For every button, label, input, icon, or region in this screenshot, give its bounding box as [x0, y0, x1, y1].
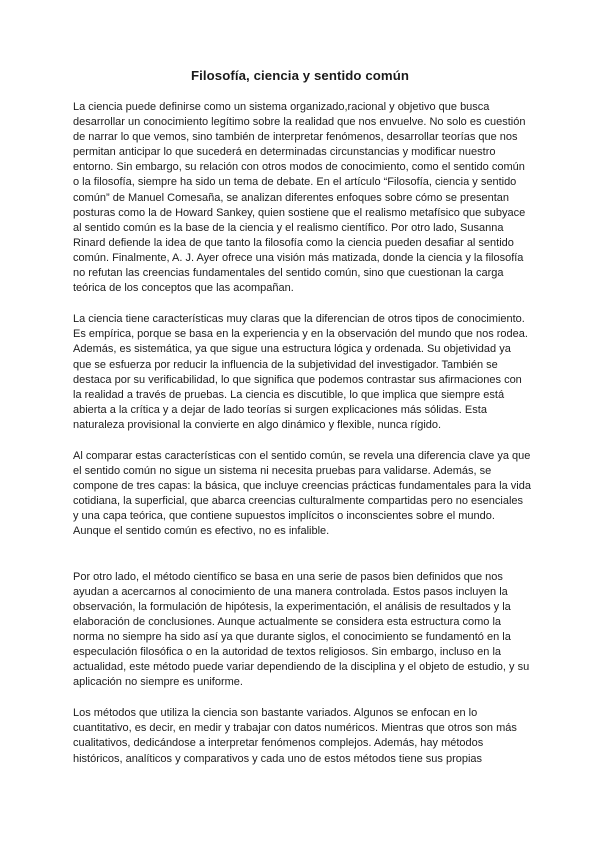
paragraph-science-characteristics: La ciencia tiene características muy claras que la diferencian de otros tipos de conocimiento. Es empírica, porque se basa en la experiencia y en la observación del mundo que nos rodea. Además, es sistemática, ya que sigue una estructura lógica y ordenada. Su objetividad ya que se esfuerza por reducir la influencia de la subjetividad del investigador. También se destaca por su verificabilidad, lo que significa que podemos contrastar sus afirmaciones con la realidad a través de pruebas. La ciencia es discutible, lo que implica que siempre está abierta a la crítica y a dejar de lado teorías si surgen explicaciones más sólidas. Esta naturaleza provisional la convierte en algo dinámico y flexible, nunca rígido. — [73, 313, 528, 431]
document-title: Filosofía, ciencia y sentido común — [190, 68, 410, 83]
paragraph-scientific-method: Por otro lado, el método científico se basa en una serie de pasos bien definidos que nos ayudan a acercarnos al conocimiento de una manera controlada. Estos pasos incluyen la observación, la formulación de hipótesis, la experimentación, el análisis de resultados y la elaboración de conclusiones. Aunque actualmente se considera esta estructura como la norma no siempre ha sido así ya que durante siglos, el conocimiento se fundamentó en la especulación filosófica o en la autoridad de textos religiosos. Sin embargo, incluso en la actualidad, este método puede variar dependiendo de la disciplina y el objeto de estudio, y su aplicación no siempre es uniforme. — [73, 570, 530, 689]
document-body — [73, 100, 531, 783]
paragraph-introduction: La ciencia puede definirse como un sistema organizado,racional y objetivo que busca desarrollar un conocimiento legítimo sobre la realidad que nos envuelve. No solo es cuestión de narrar lo que vemos, sino también de interpretar fenómenos, desarrollar teorías que nos permitan anticipar lo que sucederá en determinadas circunstancias y modificar nuestro entorno. Sin embargo, su relación con otros modos de conocimiento, como el sentido común o la filosofía, siempre ha sido un tema de debate. En el artículo “Filosofía, ciencia y sentido común” de Manuel Comesaña, se analizan diferentes enfoques sobre cómo se presentan posturas como la de Howard Sankey, quien sostiene que el realismo metafísico que subyace al sentido común es la base de la ciencia y el realismo científico. Por otro lado, Susanna Rinard defiende la idea de que tanto la filosofía como la ciencia pueden desafiar al sentido común. Finalmente, A. J. Ayer ofrece una visión más matizada, donde la ciencia y la filosofía no refutan las creencias fundamentales del sentido común, sino que cuestionan la carga teórica de los conceptos que las acompañan. — [73, 101, 526, 295]
paragraph-science-methods: Los métodos que utiliza la ciencia son bastante variados. Algunos se enfocan en lo cuantitativo, es decir, en medir y trabajar con datos numéricos. Mientras que otros son más cualitativos, dedicándose a interpretar fenómenos complejos. Además, hay métodos históricos, analíticos y comparativos y cada uno de estos métodos tiene sus propias — [73, 707, 517, 765]
paragraph-common-sense-comparison: Al comparar estas características con el sentido común, se revela una diferencia clave ya que el sentido común no sigue un sistema ni necesita pruebas para validarse. Además, se compone de tres capas: la básica, que incluye creencias prácticas fundamentales para la vida cotidiana, la superficial, que abarca creencias culturalmente compartidas pero no esenciales y una capa teórica, que contiene supuestos implícitos o inconscientes sobre el mundo. Aunque el sentido común es efectivo, no es infalible. — [73, 449, 531, 538]
